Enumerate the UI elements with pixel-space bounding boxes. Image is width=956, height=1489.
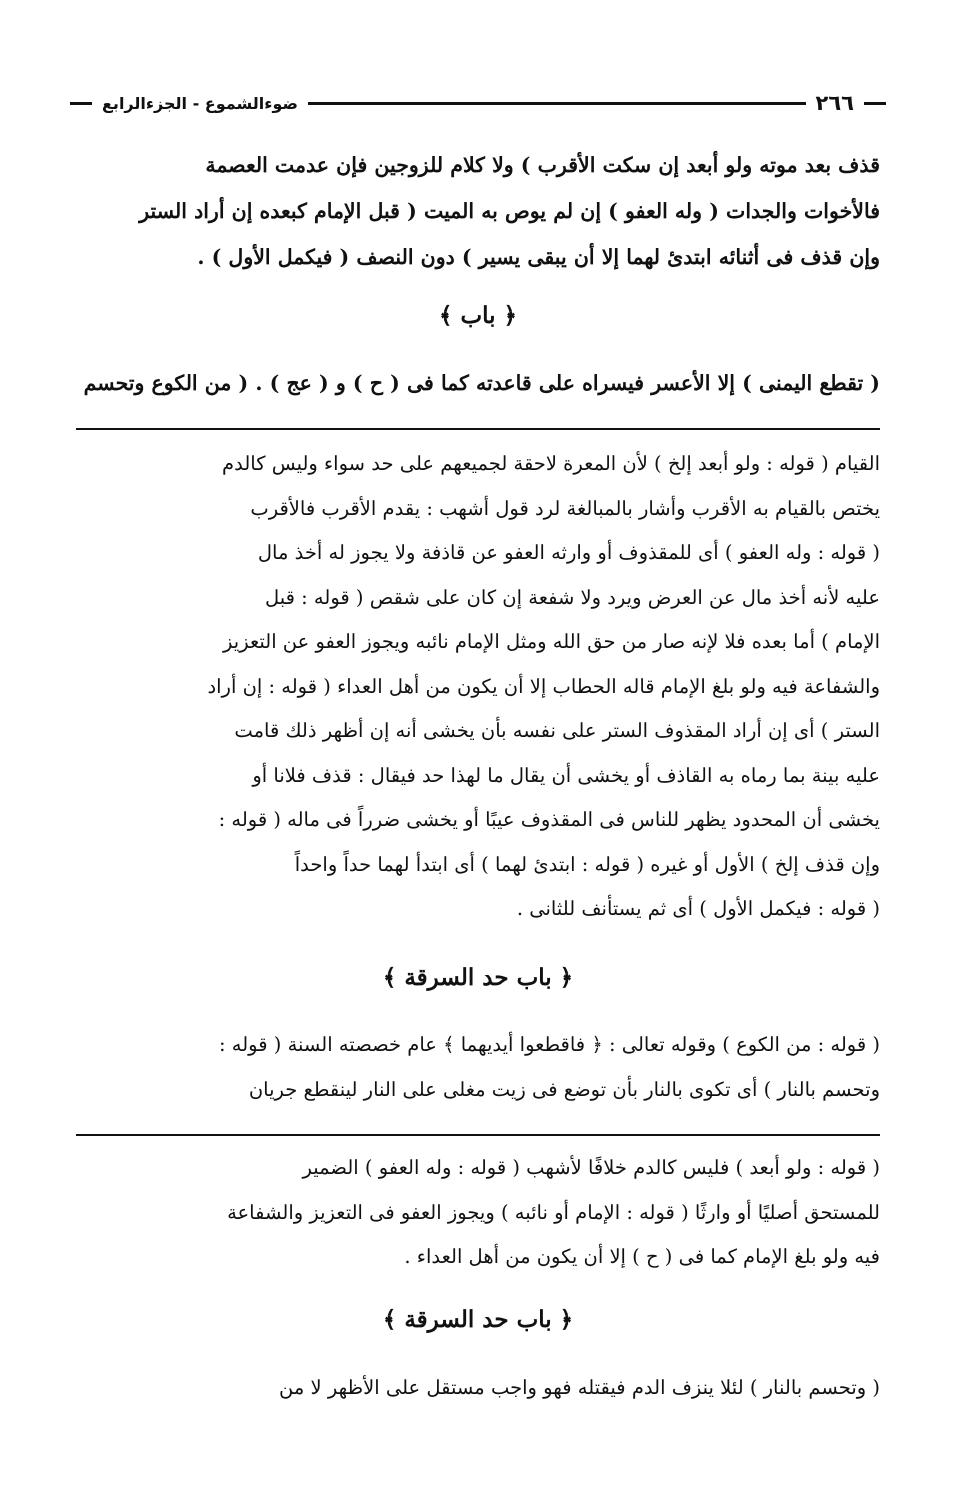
commentary-text <box>76 442 880 932</box>
page-header <box>70 88 886 118</box>
header-dash <box>864 102 886 105</box>
footnote-line: فيه ولو بلغ الإمام كما فى ( ح ) إلا أن يكون من أهل العداء . <box>404 1245 880 1268</box>
footnote-text-2 <box>76 1366 880 1411</box>
header-rule <box>308 102 806 105</box>
commentary-text-2 <box>76 1023 880 1112</box>
commentary-line: وإن قذف إلخ ) الأول أو غيره ( قوله : ابتدئ لهما ) أى ابتدأ لهما حداً واحداً <box>294 852 880 876</box>
matn-line: فالأخوات والجدات ( وله العفو ) إن لم يوص به الميت ( قبل الإمام كبعده إن أراد الستر <box>139 199 880 223</box>
commentary-line: القيام ( قوله : ولو أبعد إلخ ) لأن المعرة لاحقة لجميعهم على حد سواء وليس كالدم <box>222 452 880 475</box>
matn-line: ( تقطع اليمنى ) إلا الأعسر فيسراه على قاعدته كما فى ( ح ) و ( عج ) . ( من الكوع وتحسم <box>83 371 880 395</box>
commentary-line: ( قوله : من الكوع ) وقوله تعالى : ﴿ فاقطعوا أيديهما ﴾ عام خصصته السنة ( قوله : <box>219 1033 880 1056</box>
chapter-heading-theft-footnote: ﴿ باب حد السرقة ﴾ <box>382 1306 574 1333</box>
footnote-line: للمستحق أصليًا أو وارثًا ( قوله : الإمام أو نائبه ) ويجوز العفو فى التعزيز والشفاعة <box>227 1200 880 1224</box>
commentary-line: ( قوله : فيكمل الأول ) أى ثم يستأنف للثانى . <box>516 897 880 920</box>
commentary-line: عليه لأنه أخذ مال عن العرض ويرد ولا شفعة إن كان على شقص ( قوله : قبل <box>264 585 880 609</box>
commentary-line: والشفاعة فيه ولو بلغ الإمام قاله الحطاب إلا أن يكون من أهل العداء ( قوله : إن أراد <box>207 674 880 698</box>
matn-text <box>76 142 880 280</box>
header-dash <box>70 102 92 105</box>
footnote-text <box>76 1146 880 1280</box>
section-divider <box>76 428 880 430</box>
matn-text-2 <box>76 360 880 406</box>
matn-line: قذف بعد موته ولو أبعد إن سكت الأقرب ) ولا كلام للزوجين فإن عدمت العصمة <box>205 153 880 177</box>
chapter-heading-theft: ﴿ باب حد السرقة ﴾ <box>382 964 574 991</box>
section-divider <box>76 1134 880 1136</box>
commentary-line: وتحسم بالنار ) أى تكوى بالنار بأن توضع فى زيت مغلى على النار لينقطع جريان <box>248 1077 880 1101</box>
commentary-line: الستر ) أى إن أراد المقذوف الستر على نفسه بأن يخشى أنه إن أظهر ذلك قامت <box>234 719 880 742</box>
commentary-line: الإمام ) أما بعده فلا لإنه صار من حق الله ومثل الإمام نائبه ويجوز العفو عن التعزيز <box>223 630 880 653</box>
footnote-line: ( وتحسم بالنار ) لئلا ينزف الدم فيقتله فهو واجب مستقل على الأظهر لا من <box>279 1376 880 1399</box>
commentary-line: يختص بالقيام به الأقرب وأشار بالمبالغة لرد قول أشهب : يقدم الأقرب فالأقرب <box>250 496 880 520</box>
footnote-line: ( قوله : ولو أبعد ) فليس كالدم خلافًا لأشهب ( قوله : وله العفو ) الضمير <box>302 1156 880 1179</box>
matn-line: وإن قذف فى أثنائه ابتدئ لهما إلا أن يبقى يسير ) دون النصف ( فيكمل الأول ) . <box>197 245 880 269</box>
page-number: ٢٦٦ <box>815 91 854 115</box>
commentary-line: ( قوله : وله العفو ) أى للمقذوف أو وارثه العفو عن قاذفة ولا يجوز له أخذ مال <box>257 541 880 564</box>
commentary-line: عليه بينة بما رماه به القاذف أو يخشى أن يقال ما لهذا حد فيقال : قذف فلانا أو <box>252 763 880 787</box>
running-title: ضوءالشموع - الجزءالرابع <box>102 93 298 113</box>
chapter-heading: ﴿ باب ﴾ <box>438 302 518 329</box>
commentary-line: يخشى أن المحدود يظهر للناس فى المقذوف عيبًا أو يخشى ضرراً فى ماله ( قوله : <box>218 808 880 831</box>
